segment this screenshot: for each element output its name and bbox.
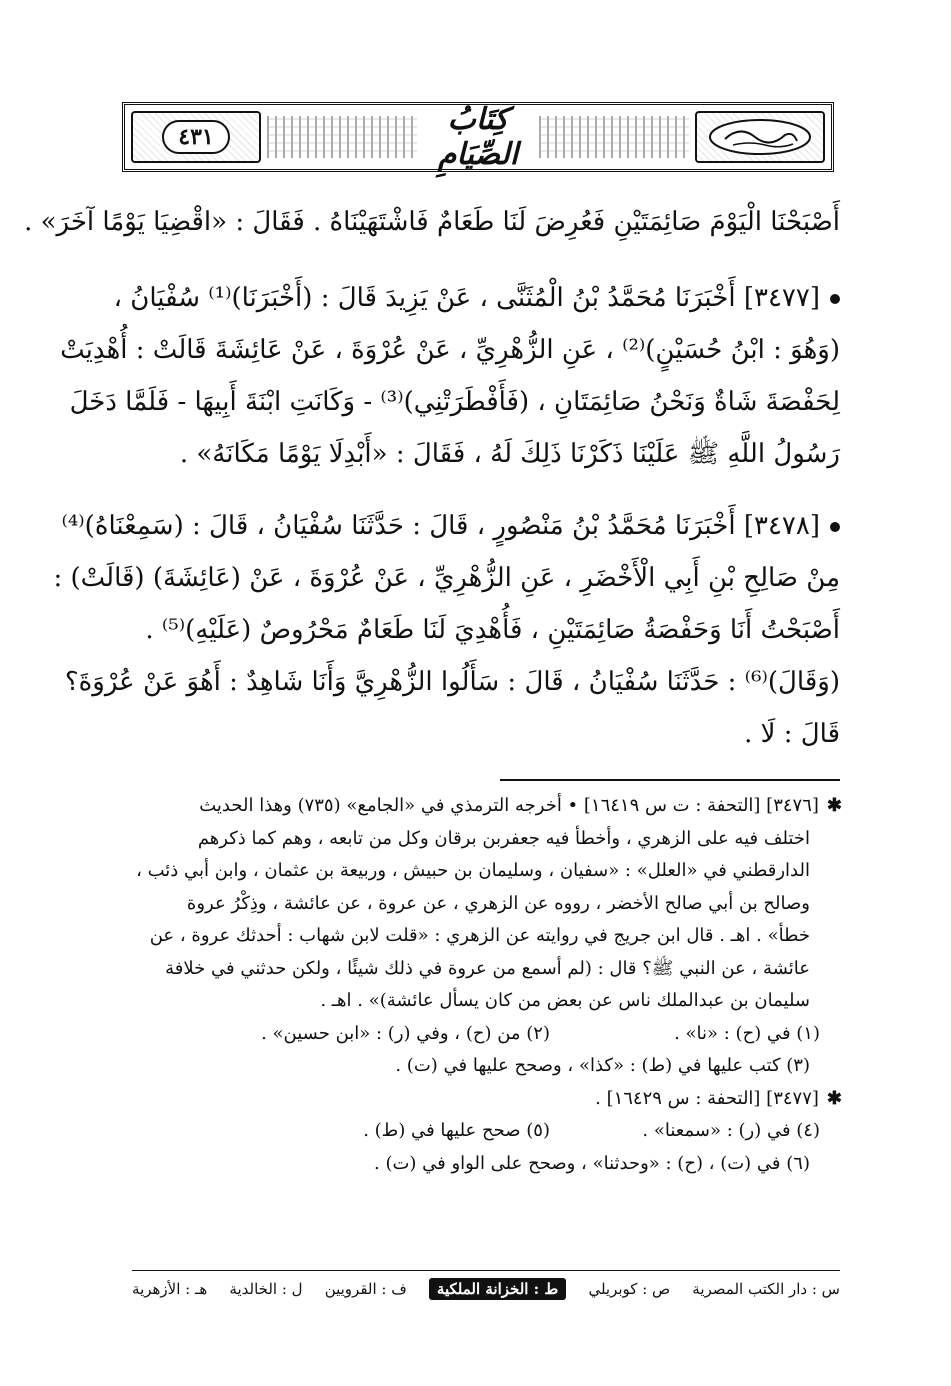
footnote-row [130, 1018, 842, 1051]
asterisk-icon: ✱ [826, 795, 842, 816]
footnote-4: (٤) في (ر) : «سمعنا» . [642, 1120, 820, 1141]
hadith-line [61, 500, 840, 552]
note-line: وصالح بن أبي صالح الأخضر ، رووه عن الزهري ، عن عروة ، عن عائشة ، وذِكْرُ عروة [186, 892, 810, 914]
hadith-line: (وَقَالَ)⁽⁶⁾ : حَدَّثَنَا سُفْيَانُ ، قَالَ : سَأَلُوا الزُّهْرِيَّ وَأَنَا شَاهِدٌ : أَهُوَ عَنْ عُرْوَةَ؟ [64, 667, 840, 697]
note-line [130, 1083, 842, 1116]
page-number: ٤٣١ [162, 120, 229, 154]
hadith-line: لِحَفْصَةَ شَاةٌ وَنَحْنُ صَائِمَتَانِ ، (فَأَفْطَرَتْنِي)⁽³⁾ - وَكَانَتِ ابْنَةَ أَبِيهَا - فَلَمَّا دَخَلَ [69, 387, 840, 417]
footnote-5: (٥) صحح عليها في (ط) . [363, 1120, 550, 1141]
footnote-2: (٢) من (ح) ، وفي (ر) : «ابن حسين» . [261, 1022, 550, 1044]
asterisk-icon: ✱ [826, 1087, 842, 1109]
legend-item: ص : كوبريلي [588, 1280, 671, 1298]
footer-divider [132, 1270, 840, 1271]
page-number-frame [131, 111, 261, 163]
note-line: عائشة ، عن النبي ﷺ؟ قال : (لم أسمع من عروة في ذلك شيئًا ، ولكن حدثني في خلافة [165, 957, 810, 979]
footnote-divider [500, 779, 840, 781]
legend-item: هـ : الأزهرية [132, 1280, 208, 1298]
note-text: [٣٤٧٧] [التحفة : س ١٦٤٢٩] . [595, 1087, 819, 1109]
hadith-3477 [60, 272, 840, 480]
hadith-line: رَسُولُ اللَّهِ ﷺ عَلَيْنَا ذَكَرْنَا ذَلِكَ لَهُ ، فَقَالَ : «أَبْدِلَا يَوْمًا مَكَانَهُ» . [179, 439, 840, 469]
note-line [130, 790, 842, 823]
hadith-line: قَالَ : لَا . [744, 719, 840, 749]
hadith-text: [٣٤٧٨] أَخْبَرَنَا مُحَمَّدُ بْنُ مَنْصُورٍ ، قَالَ : حَدَّثَنَا سُفْيَانُ ، قَالَ : (سَمِعْنَاهُ)⁽⁴⁾ [61, 511, 820, 541]
footnote-row [130, 1115, 842, 1148]
legend-item-highlighted: ط : الخزانة الملكية [429, 1278, 566, 1300]
book-title: كِتَابُ الصِّيَامِ [437, 102, 519, 172]
page-header [122, 102, 834, 172]
ornament-pattern-icon [539, 116, 689, 158]
bullet-icon [830, 294, 840, 304]
main-text [24, 196, 840, 248]
footnote-6: (٦) في (ت) ، (ح) : «وحدثنا» ، وصحح على الواو في (ت) . [374, 1152, 810, 1174]
footnote-3: (٣) كتب عليها في (ط) : «كذا» ، وصحح عليها في (ت) . [395, 1055, 810, 1076]
legend-item: ف : القرويين [324, 1280, 407, 1298]
note-line: سليمان بن عبدالملك ناس عن بعض من كان يسأل عائشة)» . اهـ . [320, 990, 810, 1011]
hadith-line: مِنْ صَالِحِ بْنِ أَبِي الْأَخْضَرِ ، عَنِ الزُّهْرِيِّ ، عَنْ عُرْوَةَ ، عَنْ (عَائِشَةَ) (قَالَتْ) : [53, 563, 840, 593]
hadith-3478 [53, 500, 840, 760]
legend-item: ل : الخالدية [229, 1280, 303, 1298]
text-line: أَصْبَحْنَا الْيَوْمَ صَائِمَتَيْنِ فَعُرِضَ لَنَا طَعَامٌ فَاشْتَهَيْنَاهُ . فَقَالَ : «اقْضِيَا يَوْمًا آخَرَ» . [24, 207, 840, 237]
footnote-1: (١) في (ح) : «نا» . [674, 1022, 820, 1044]
ornament-pattern-icon [267, 116, 417, 158]
hadith-text: [٣٤٧٧] أَخْبَرَنَا مُحَمَّدُ بْنُ الْمُثَنَّى ، عَنْ يَزِيدَ قَالَ : (أَخْبَرَنَا)⁽¹⁾ سُفْيَانُ ، [113, 283, 820, 313]
note-line: خطأ» . اهـ . قال ابن جريج في روايته عن الزهري : «قلت لابن شهاب : أحدثك عروة ، عن [149, 925, 810, 946]
note-text: [٣٤٧٦] [التحفة : ت س ١٦٤١٩] • أخرجه الترمذي في «الجامع» (٧٣٥) وهذا الحديث [199, 795, 819, 816]
note-line: اختلف فيه على الزهري ، وأخطأ فيه جعفربن برقان وكل من تابعه ، وهم كما ذكرهم [197, 827, 810, 849]
hadith-line: أَصْبَحْتُ أَنَا وَحَفْصَةُ صَائِمَتَيْنِ ، فَأُهْدِيَ لَنَا طَعَامٌ مَحْرُوصٌ (عَلَيْهِ)⁽⁵⁾ . [145, 615, 840, 645]
note-line: الدارقطني في «العلل» : «سفيان ، وسليمان بن حبيش ، وربيعة بن عثمان ، وابن أبي ذئب ، [136, 860, 810, 881]
hadith-line [113, 272, 840, 324]
manuscript-legend [132, 1278, 840, 1300]
legend-item: س : دار الكتب المصرية [692, 1280, 840, 1298]
bullet-icon [830, 522, 840, 532]
hadith-line: (وَهُوَ : ابْنُ حُسَيْنٍ)⁽²⁾ ، عَنِ الزُّهْرِيِّ ، عَنْ عُرْوَةَ ، عَنْ عَائِشَةَ قَالَتْ : أُهْدِيَتْ [60, 335, 840, 365]
logo-emblem [695, 111, 825, 163]
footnotes [130, 790, 842, 1180]
calligraphy-logo-icon [705, 117, 815, 157]
